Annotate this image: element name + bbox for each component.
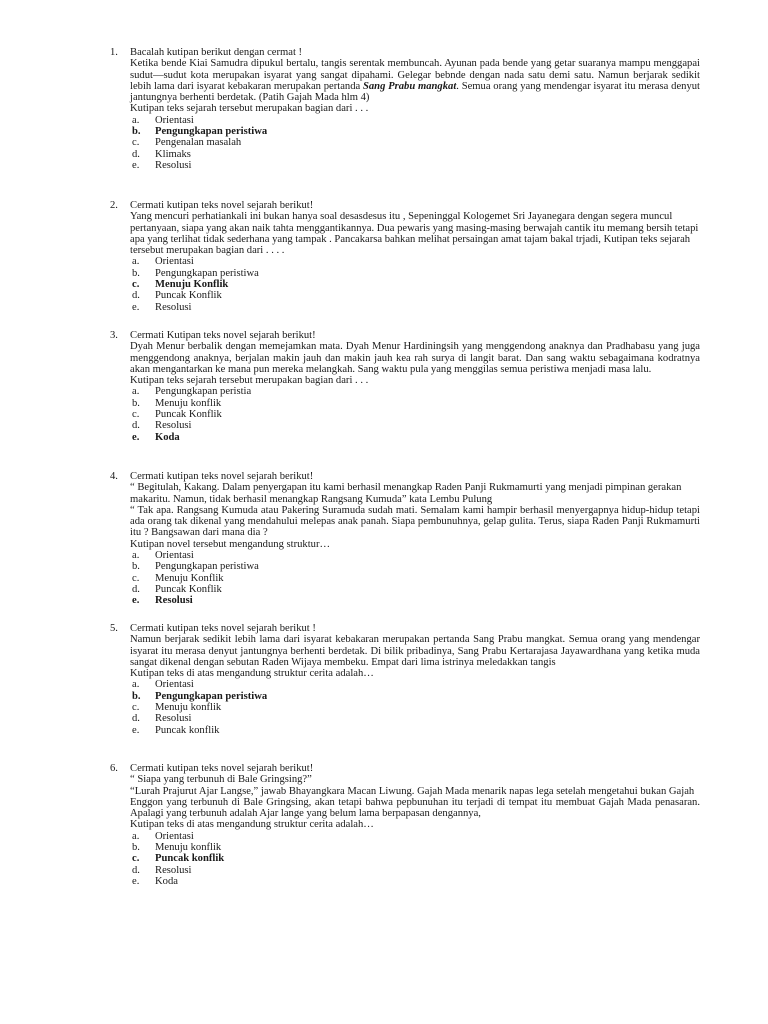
question-4 xyxy=(110,471,700,607)
option-text: Resolusi xyxy=(155,713,192,725)
question-number: 2. xyxy=(110,200,118,211)
option-a[interactable] xyxy=(130,256,700,267)
option-letter: c. xyxy=(132,137,140,149)
option-letter: b. xyxy=(132,267,140,279)
option-a[interactable] xyxy=(130,115,700,126)
options-list xyxy=(110,550,700,606)
question-prompt: Kutipan teks di atas mengandung struktur cerita adalah… xyxy=(130,819,374,831)
question-instruction: Cermati kutipan teks novel sejarah berikut! xyxy=(130,763,314,774)
option-e[interactable] xyxy=(130,432,700,443)
option-text: Orientasi xyxy=(155,256,194,268)
option-text: Puncak Konflik xyxy=(155,583,222,595)
option-text: Pengungkapan peristiwa xyxy=(155,126,268,138)
option-d[interactable] xyxy=(130,420,700,431)
option-text: Orientasi xyxy=(155,830,194,842)
option-a[interactable] xyxy=(130,831,700,842)
option-text: Menuju konflik xyxy=(155,397,222,409)
question-prompt: Kutipan teks di atas mengandung struktur cerita adalah… xyxy=(130,668,374,680)
option-text: Orientasi xyxy=(155,114,194,126)
option-letter: d. xyxy=(132,290,140,302)
question-header xyxy=(110,47,700,58)
question-number: 4. xyxy=(110,471,118,482)
option-letter: a. xyxy=(132,114,140,126)
question-header xyxy=(110,471,700,482)
question-prompt: Kutipan novel tersebut mengandung struktur… xyxy=(130,538,331,550)
option-b[interactable] xyxy=(130,268,700,279)
option-c[interactable] xyxy=(130,279,700,290)
passage-paragraph: Namun berjarak sedikit lebih lama dari isyarat kebakaran merupakan pertanda Sang Prabu mangkat. Semua orang yang mendengar isyarat itu merasa denyut jantungnya berhenti berdetak. Di bilik pribadinya, Sang Prabu Kertarajasa Jayawardhana yang ketika muda sangat dikenal dengan sebutan Raden Wijaya membeku. Empat dari lima istrinya meledakkan tangis xyxy=(130,634,700,668)
options-list xyxy=(110,386,700,442)
option-text: Pengenalan masalah xyxy=(155,137,242,149)
option-text: Puncak konflik xyxy=(155,724,220,736)
question-3 xyxy=(110,330,700,443)
options-list xyxy=(110,831,700,887)
question-instruction: Bacalah kutipan berikut dengan cermat ! xyxy=(130,47,303,58)
passage-paragraph: “ Siapa yang terbunuh di Bale Gringsing?” xyxy=(130,774,312,786)
options-list xyxy=(110,679,700,735)
option-text: Resolusi xyxy=(155,159,192,171)
option-letter: e. xyxy=(132,431,140,443)
option-letter: d. xyxy=(132,420,140,432)
option-text: Menuju Konflik xyxy=(155,572,224,584)
emphasized-text: Sang Prabu mangkat xyxy=(362,80,457,92)
question-header xyxy=(110,200,700,211)
option-a[interactable] xyxy=(130,386,700,397)
option-letter: b. xyxy=(132,126,141,138)
option-d[interactable] xyxy=(130,865,700,876)
option-d[interactable] xyxy=(130,713,700,724)
option-d[interactable] xyxy=(130,149,700,160)
question-1 xyxy=(110,47,700,171)
question-number: 6. xyxy=(110,763,118,774)
option-letter: b. xyxy=(132,561,140,573)
passage-text: . Semua orang yang mendengar isyarat itu merasa denyut jantungnya berhenti berdetak. (Patih Gajah Mada hlm 4) xyxy=(130,80,700,104)
question-body xyxy=(110,634,700,679)
option-text: Puncak Konflik xyxy=(155,409,222,421)
option-text: Klimaks xyxy=(155,148,191,160)
option-text: Puncak Konflik xyxy=(155,290,222,302)
option-text: Pengungkapan peristiwa xyxy=(155,267,259,279)
option-letter: e. xyxy=(132,595,140,607)
option-letter: e. xyxy=(132,875,140,887)
option-letter: c. xyxy=(132,702,140,714)
question-header xyxy=(110,330,700,341)
option-c[interactable] xyxy=(130,573,700,584)
option-text: Menuju konflik xyxy=(155,702,222,714)
option-text: Resolusi xyxy=(155,595,193,607)
option-c[interactable] xyxy=(130,137,700,148)
option-letter: a. xyxy=(132,256,140,268)
option-e[interactable] xyxy=(130,302,700,313)
option-letter: d. xyxy=(132,583,140,595)
option-a[interactable] xyxy=(130,679,700,690)
option-a[interactable] xyxy=(130,550,700,561)
passage-paragraph: Dyah Menur berbalik dengan memejamkan mata. Dyah Menur Hardiningsih yang menggendong anaknya dan Pradhabasu yang juga menggendong anaknya, berjalan makin jauh dan makin jauh kea rah surya di langit barat. Dan sang waktu sebagaimana kodratnya akan mengantarkan ke mana pun mereka melangkah. Sang waktu pula yang menggilas semua peristiwa menjadi masa lalu. xyxy=(130,341,700,375)
question-header xyxy=(110,763,700,774)
passage-paragraph: Yang mencuri perhatiankali ini bukan hanya soal desasdesus itu , Sepeninggal Kologemet Sri Jayanegara dengan segera muncul pertanyaan, siapa yang akan naik tahta menggantikannya. Dua pewaris yang masing-masing berwajah cantik itu memang bersih tetapi apa yang terlihat tidak sederhana yang tampak . Pancakarsa bahkan melihat persaingan amat tajam bakal trjadi, Kutipan teks sejarah tersebut merupakan bagian dari . . . . xyxy=(130,211,699,257)
option-e[interactable] xyxy=(130,595,700,606)
question-instruction: Cermati Kutipan teks novel sejarah berikut! xyxy=(130,330,316,341)
option-letter: c. xyxy=(132,409,140,421)
passage-paragraph: Enggon yang terbunuh di Bale Gringsing, akan tetapi bahwa pepbunuhan itu terjadi di tempat itu membuat Gajah Mada penasaran. Apalagi yang terbunuh adalah Ajar lange yang belum lama berpapasan dengannya, xyxy=(130,796,700,820)
option-letter: b. xyxy=(132,397,140,409)
option-text: Resolusi xyxy=(155,420,192,432)
option-letter: d. xyxy=(132,713,140,725)
option-e[interactable] xyxy=(130,160,700,171)
option-text: Pengungkapan peristia xyxy=(155,386,252,398)
question-body xyxy=(110,341,700,386)
option-b[interactable] xyxy=(130,126,700,137)
option-b[interactable] xyxy=(130,842,700,853)
question-prompt: Kutipan teks sejarah tersebut merupakan bagian dari . . . xyxy=(130,103,369,115)
option-text: Orientasi xyxy=(155,550,194,562)
option-letter: b. xyxy=(132,690,141,702)
option-letter: e. xyxy=(132,301,140,313)
option-letter: c. xyxy=(132,853,140,865)
option-letter: e. xyxy=(132,159,140,171)
option-letter: d. xyxy=(132,148,140,160)
question-prompt: Kutipan teks sejarah tersebut merupakan bagian dari . . . xyxy=(130,375,369,387)
option-c[interactable] xyxy=(130,409,700,420)
option-text: Puncak konflik xyxy=(155,853,225,865)
passage-text: Ketika bende Kiai Samudra dipukul bertalu, tangis serentak membuncah. Ayunan pada bende yang getar suaranya mampu menggapai sudut—sudut kota merupakan isyarat yang sangat dipahami. Gelegar bebnde dengan nada satu demi satu. Namun berjarak sedikit lebih lama dari isyarat kebakaran merupakan pertanda xyxy=(130,58,700,92)
option-d[interactable] xyxy=(130,584,700,595)
question-number: 5. xyxy=(110,623,118,634)
option-letter: c. xyxy=(132,572,140,584)
option-b[interactable] xyxy=(130,398,700,409)
question-body xyxy=(110,211,700,256)
passage-paragraph xyxy=(130,58,700,103)
option-letter: a. xyxy=(132,386,140,398)
option-letter: a. xyxy=(132,830,140,842)
option-letter: a. xyxy=(132,679,140,691)
option-c[interactable] xyxy=(130,702,700,713)
option-letter: a. xyxy=(132,550,140,562)
question-header xyxy=(110,623,700,634)
question-6 xyxy=(110,763,700,887)
option-e[interactable] xyxy=(130,876,700,887)
option-b[interactable] xyxy=(130,561,700,572)
option-letter: b. xyxy=(132,842,140,854)
options-list xyxy=(110,256,700,312)
option-e[interactable] xyxy=(130,725,700,736)
option-b[interactable] xyxy=(130,691,700,702)
question-body xyxy=(110,58,700,114)
question-instruction: Cermati kutipan teks novel sejarah berikut ! xyxy=(130,623,316,634)
question-2 xyxy=(110,200,700,313)
option-text: Pengungkapan peristiwa xyxy=(155,561,259,573)
passage-paragraph: “ Begitulah, Kakang. Dalam penyergapan itu kami berhasil menangkap Raden Panji Rukmamurti yang menjadi pimpinan gerakan makaritu. Namun, tidak berhasil menangkap Rangsang Kumuda” kata Lembu Pulung xyxy=(130,482,682,505)
option-c[interactable] xyxy=(130,853,700,864)
passage-paragraph: “Lurah Prajurut Ajar Langse,” jawab Bhayangkara Macan Liwung. Gajah Mada menarik napas lega setelah mengetahui bukan Gajah xyxy=(130,785,695,797)
question-body xyxy=(110,482,700,550)
question-instruction: Cermati kutipan teks novel sejarah berikut! xyxy=(130,471,314,482)
question-number: 1. xyxy=(110,47,118,58)
passage-paragraph: “ Tak apa. Rangsang Kumuda atau Pakering Suramuda sudah mati. Semalam kami hampir berhasil menyergapnya hidup-hidup tetapi ada orang tak dikenal yang mendahului melepas anak panah. Siapa pembunuhnya, gelap gulita. Terus, siapa Raden Panji Rukmamurti itu ? Bangsawan dari mana dia ? xyxy=(130,504,700,539)
option-text: Pengungkapan peristiwa xyxy=(155,690,268,702)
question-body xyxy=(110,774,700,830)
option-text: Koda xyxy=(155,875,178,887)
option-letter: e. xyxy=(132,724,140,736)
question-5 xyxy=(110,623,700,736)
option-d[interactable] xyxy=(130,290,700,301)
option-letter: d. xyxy=(132,864,140,876)
option-letter: c. xyxy=(132,279,140,291)
option-text: Orientasi xyxy=(155,679,194,691)
option-text: Koda xyxy=(155,431,180,443)
question-instruction: Cermati kutipan teks novel sejarah berikut! xyxy=(130,200,314,211)
options-list xyxy=(110,115,700,171)
question-number: 3. xyxy=(110,330,118,341)
option-text: Menuju Konflik xyxy=(155,279,229,291)
option-text: Resolusi xyxy=(155,864,192,876)
option-text: Resolusi xyxy=(155,301,192,313)
option-text: Menuju konflik xyxy=(155,842,222,854)
